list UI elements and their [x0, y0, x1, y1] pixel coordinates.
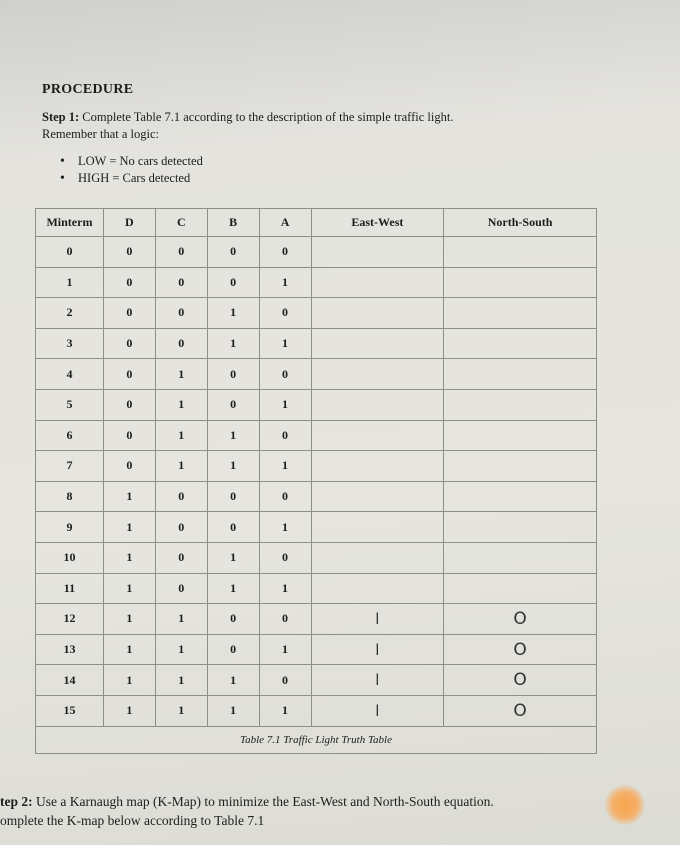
light-glare: [605, 785, 645, 825]
cell-c: 1: [155, 695, 207, 726]
cell-a: 1: [259, 573, 311, 604]
step1-text: Complete Table 7.1 according to the description of the simple traffic light.: [82, 110, 454, 124]
cell-b: 1: [207, 298, 259, 329]
cell-minterm: 10: [36, 542, 104, 573]
table-row: [36, 481, 597, 512]
header-a: A: [259, 209, 311, 237]
cell-north-south[interactable]: [444, 542, 597, 573]
cell-north-south[interactable]: [444, 359, 597, 390]
cell-b: 0: [207, 267, 259, 298]
cell-minterm: 9: [36, 512, 104, 543]
cell-c: 0: [155, 542, 207, 573]
cell-minterm: 14: [36, 665, 104, 696]
cell-b: 1: [207, 451, 259, 482]
cell-c: 1: [155, 634, 207, 665]
step2-label: tep 2:: [0, 794, 33, 809]
cell-east-west[interactable]: l: [311, 665, 444, 696]
header-east-west: East-West: [311, 209, 444, 237]
cell-a: 0: [259, 542, 311, 573]
cell-a: 0: [259, 237, 311, 268]
cell-b: 0: [207, 481, 259, 512]
cell-minterm: 6: [36, 420, 104, 451]
cell-c: 0: [155, 328, 207, 359]
cell-b: 0: [207, 512, 259, 543]
table-row: [36, 389, 597, 420]
cell-a: 0: [259, 481, 311, 512]
cell-c: 0: [155, 512, 207, 543]
cell-east-west[interactable]: [311, 328, 444, 359]
cell-east-west[interactable]: l: [311, 634, 444, 665]
table-row: [36, 573, 597, 604]
cell-a: 1: [259, 512, 311, 543]
cell-c: 1: [155, 451, 207, 482]
cell-d: 0: [103, 389, 155, 420]
logic-definitions: [60, 153, 203, 187]
step1-text2: Remember that a logic:: [42, 127, 159, 141]
header-north-south: North-South: [444, 209, 597, 237]
cell-c: 0: [155, 267, 207, 298]
cell-a: 0: [259, 665, 311, 696]
cell-north-south[interactable]: O: [444, 604, 597, 635]
cell-b: 1: [207, 542, 259, 573]
cell-d: 0: [103, 298, 155, 329]
cell-east-west[interactable]: [311, 298, 444, 329]
cell-d: 0: [103, 267, 155, 298]
cell-d: 1: [103, 604, 155, 635]
table-caption: Table 7.1 Traffic Light Truth Table: [36, 726, 597, 753]
table-row: [36, 298, 597, 329]
table-row: [36, 665, 597, 696]
table-row: [36, 542, 597, 573]
cell-c: 0: [155, 481, 207, 512]
header-minterm: Minterm: [36, 209, 104, 237]
truth-table-header: [36, 209, 597, 237]
cell-a: 0: [259, 420, 311, 451]
cell-minterm: 3: [36, 328, 104, 359]
cell-north-south[interactable]: O: [444, 665, 597, 696]
cell-d: 1: [103, 665, 155, 696]
cell-b: 1: [207, 695, 259, 726]
cell-d: 0: [103, 420, 155, 451]
cell-b: 0: [207, 604, 259, 635]
cell-b: 1: [207, 573, 259, 604]
cell-c: 0: [155, 298, 207, 329]
procedure-heading: PROCEDURE: [42, 82, 134, 97]
table-row: [36, 512, 597, 543]
cell-a: 1: [259, 389, 311, 420]
step2-instructions: [0, 792, 680, 830]
table-row: [36, 634, 597, 665]
cell-north-south[interactable]: [444, 298, 597, 329]
cell-north-south[interactable]: [444, 420, 597, 451]
cell-minterm: 2: [36, 298, 104, 329]
cell-east-west[interactable]: [311, 420, 444, 451]
cell-b: 1: [207, 420, 259, 451]
cell-minterm: 4: [36, 359, 104, 390]
cell-east-west[interactable]: [311, 359, 444, 390]
cell-d: 1: [103, 542, 155, 573]
table-row: [36, 604, 597, 635]
cell-east-west[interactable]: [311, 237, 444, 268]
cell-minterm: 8: [36, 481, 104, 512]
cell-a: 1: [259, 634, 311, 665]
header-c: C: [155, 209, 207, 237]
cell-east-west[interactable]: [311, 512, 444, 543]
cell-d: 1: [103, 634, 155, 665]
cell-minterm: 13: [36, 634, 104, 665]
cell-b: 0: [207, 237, 259, 268]
cell-b: 0: [207, 389, 259, 420]
cell-c: 0: [155, 237, 207, 268]
cell-minterm: 11: [36, 573, 104, 604]
cell-d: 1: [103, 695, 155, 726]
cell-east-west[interactable]: l: [311, 695, 444, 726]
caption-row: [36, 726, 597, 753]
table-row: [36, 359, 597, 390]
table-row: [36, 695, 597, 726]
cell-east-west[interactable]: [311, 573, 444, 604]
step1-label: Step 1:: [42, 110, 80, 124]
cell-c: 1: [155, 389, 207, 420]
cell-east-west[interactable]: [311, 481, 444, 512]
cell-north-south[interactable]: O: [444, 634, 597, 665]
cell-minterm: 15: [36, 695, 104, 726]
cell-a: 1: [259, 451, 311, 482]
truth-table: [35, 208, 597, 754]
step2-line1: Use a Karnaugh map (K-Map) to minimize the East-West and North-South equation.: [36, 794, 494, 809]
cell-north-south[interactable]: [444, 237, 597, 268]
cell-a: 1: [259, 695, 311, 726]
cell-d: 0: [103, 237, 155, 268]
cell-minterm: 0: [36, 237, 104, 268]
bullet-low: • LOW = No cars detected: [60, 153, 203, 170]
table-row: [36, 237, 597, 268]
cell-c: 1: [155, 420, 207, 451]
cell-d: 0: [103, 359, 155, 390]
cell-b: 0: [207, 359, 259, 390]
cell-d: 0: [103, 451, 155, 482]
cell-d: 1: [103, 573, 155, 604]
cell-c: 0: [155, 573, 207, 604]
table-row: [36, 420, 597, 451]
cell-d: 1: [103, 512, 155, 543]
cell-c: 1: [155, 604, 207, 635]
cell-minterm: 12: [36, 604, 104, 635]
header-b: B: [207, 209, 259, 237]
cell-east-west[interactable]: l: [311, 604, 444, 635]
cell-a: 0: [259, 298, 311, 329]
cell-east-west[interactable]: [311, 389, 444, 420]
cell-north-south[interactable]: O: [444, 695, 597, 726]
cell-east-west[interactable]: [311, 542, 444, 573]
cell-d: 0: [103, 328, 155, 359]
cell-north-south[interactable]: [444, 267, 597, 298]
cell-a: 0: [259, 604, 311, 635]
cell-minterm: 5: [36, 389, 104, 420]
table-row: [36, 451, 597, 482]
cell-north-south[interactable]: [444, 451, 597, 482]
cell-minterm: 1: [36, 267, 104, 298]
table-row: [36, 328, 597, 359]
bullet-high: • HIGH = Cars detected: [60, 170, 203, 187]
cell-b: 0: [207, 634, 259, 665]
cell-north-south[interactable]: [444, 328, 597, 359]
cell-east-west[interactable]: [311, 451, 444, 482]
table-row: [36, 267, 597, 298]
cell-d: 1: [103, 481, 155, 512]
cell-a: 1: [259, 328, 311, 359]
cell-c: 1: [155, 665, 207, 696]
cell-minterm: 7: [36, 451, 104, 482]
cell-north-south[interactable]: [444, 481, 597, 512]
step2-line2: omplete the K-map below according to Table 7.1: [0, 813, 265, 828]
cell-a: 1: [259, 267, 311, 298]
cell-north-south[interactable]: [444, 573, 597, 604]
step1-instructions: [42, 109, 582, 143]
cell-north-south[interactable]: [444, 512, 597, 543]
cell-east-west[interactable]: [311, 267, 444, 298]
cell-c: 1: [155, 359, 207, 390]
cell-north-south[interactable]: [444, 389, 597, 420]
header-d: D: [103, 209, 155, 237]
cell-a: 0: [259, 359, 311, 390]
cell-b: 1: [207, 665, 259, 696]
cell-b: 1: [207, 328, 259, 359]
